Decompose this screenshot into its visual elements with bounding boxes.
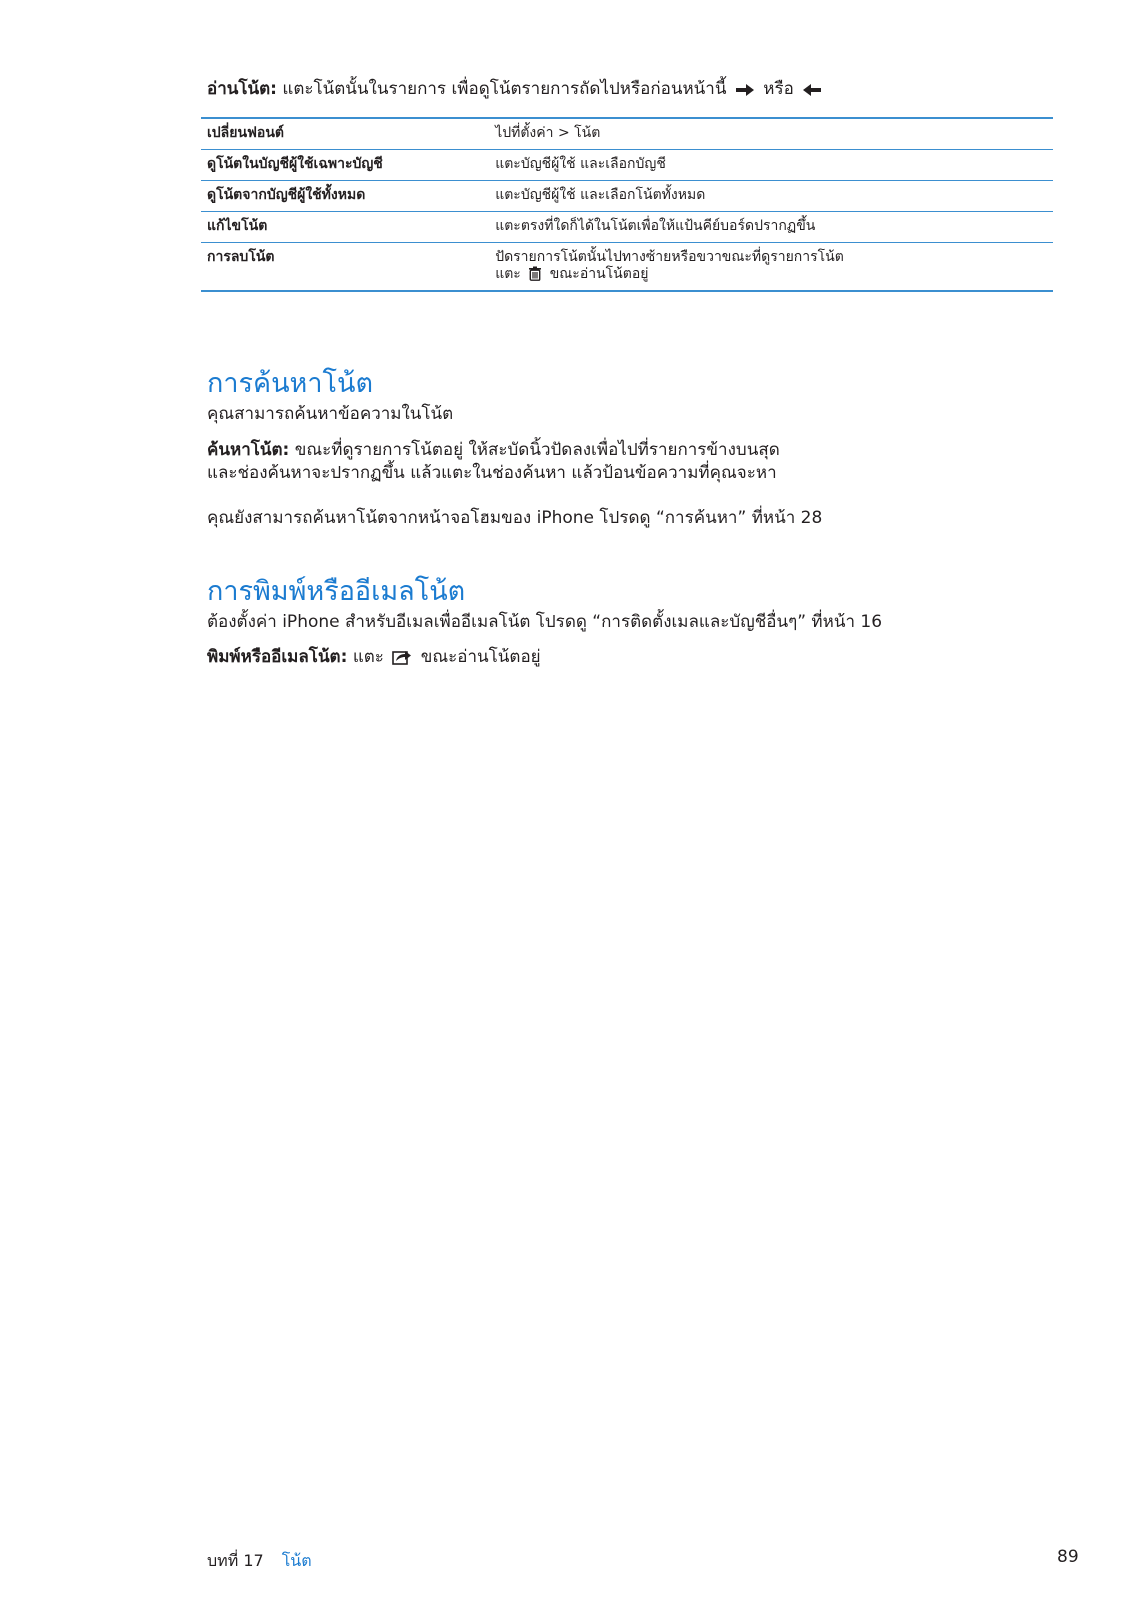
search-howto bbox=[207, 439, 1107, 485]
share-icon bbox=[392, 648, 412, 665]
table-cell-how bbox=[489, 243, 1053, 292]
read-note-text: แตะโน้ตนั้นในรายการ เพื่อดูโน้ตรายการถัดไปหรือก่อนหน้านี้ bbox=[282, 79, 727, 99]
table-row bbox=[201, 118, 1053, 150]
table-cell-action: แก้ไขโน้ต bbox=[201, 212, 489, 243]
print-section-title: การพิมพ์หรืออีเมลโน้ต bbox=[207, 576, 466, 607]
tap-text: แตะ bbox=[495, 266, 521, 282]
print-howto-before: แตะ bbox=[352, 647, 384, 667]
table-cell-how: ไปที่ตั้งค่า > โน้ต bbox=[489, 118, 1053, 150]
table-cell-how: แตะบัญชีผู้ใช้ และเลือกโน้ตทั้งหมด bbox=[489, 181, 1053, 212]
print-howto bbox=[207, 646, 1107, 669]
table-row bbox=[201, 150, 1053, 181]
trash-icon bbox=[528, 266, 542, 281]
search-howto-line1: ขณะที่ดูรายการโน้ตอยู่ ให้สะบัดนิ้วปัดลงเพื่อไปที่รายการข้างบนสุด bbox=[294, 440, 780, 460]
table-cell-action: ดูโน้ตในบัญชีผู้ใช้เฉพาะบัญชี bbox=[201, 150, 489, 181]
print-setup-text: ต้องตั้งค่า iPhone สำหรับอีเมลเพื่ออีเมลโน้ต โปรดดู “การติดตั้งเมลและบัญชีอื่นๆ” ที่หน้า 16 bbox=[207, 612, 883, 632]
table-cell-how: แตะตรงที่ใดก็ได้ในโน้ตเพื่อให้แป้นคีย์บอร์ดปรากฏขึ้น bbox=[489, 212, 1053, 243]
table-cell-how-line2 bbox=[495, 266, 1047, 283]
table-cell-how: แตะบัญชีผู้ใช้ และเลือกบัญชี bbox=[489, 150, 1053, 181]
table-cell-how-line1: ปัดรายการโน้ตนั้นไปทางซ้ายหรือขวาขณะที่ดูรายการโน้ต bbox=[495, 249, 844, 265]
search-howto-label: ค้นหาโน้ต: bbox=[207, 440, 290, 460]
read-note-label: อ่านโน้ต: bbox=[207, 79, 277, 99]
print-howto-after: ขณะอ่านโน้ตอยู่ bbox=[420, 647, 541, 667]
table-cell-action: การลบโน้ต bbox=[201, 243, 489, 292]
while-reading-text: ขณะอ่านโน้ตอยู่ bbox=[549, 266, 649, 282]
footer-chapter bbox=[207, 1549, 312, 1574]
search-section-title: การค้นหาโน้ต bbox=[207, 368, 373, 399]
arrow-left-icon bbox=[802, 83, 822, 97]
table-row bbox=[201, 181, 1053, 212]
table-cell-action: ดูโน้ตจากบัญชีผู้ใช้ทั้งหมด bbox=[201, 181, 489, 212]
home-search-text: คุณยังสามารถค้นหาโน้ตจากหน้าจอโฮมของ iPhone โปรดดู “การค้นหา” ที่หน้า 28 bbox=[207, 508, 823, 528]
table-cell-action: เปลี่ยนฟอนต์ bbox=[201, 118, 489, 150]
or-text: หรือ bbox=[763, 79, 794, 99]
search-howto-line2: และช่องค้นหาจะปรากฏขึ้น แล้วแตะในช่องค้นหา แล้วป้อนข้อความที่คุณจะหา bbox=[207, 463, 777, 483]
page-number: 89 bbox=[1057, 1547, 1079, 1567]
read-note-line bbox=[207, 77, 1107, 101]
search-intro: คุณสามารถค้นหาข้อความในโน้ต bbox=[207, 404, 454, 424]
table-row bbox=[201, 212, 1053, 243]
chapter-label: บทที่ 17 bbox=[207, 1551, 264, 1570]
arrow-right-icon bbox=[735, 83, 755, 97]
print-howto-label: พิมพ์หรืออีเมลโน้ต: bbox=[207, 647, 348, 667]
chapter-name: โน้ต bbox=[281, 1551, 312, 1570]
table-row bbox=[201, 243, 1053, 292]
notes-actions-table bbox=[201, 117, 1053, 292]
